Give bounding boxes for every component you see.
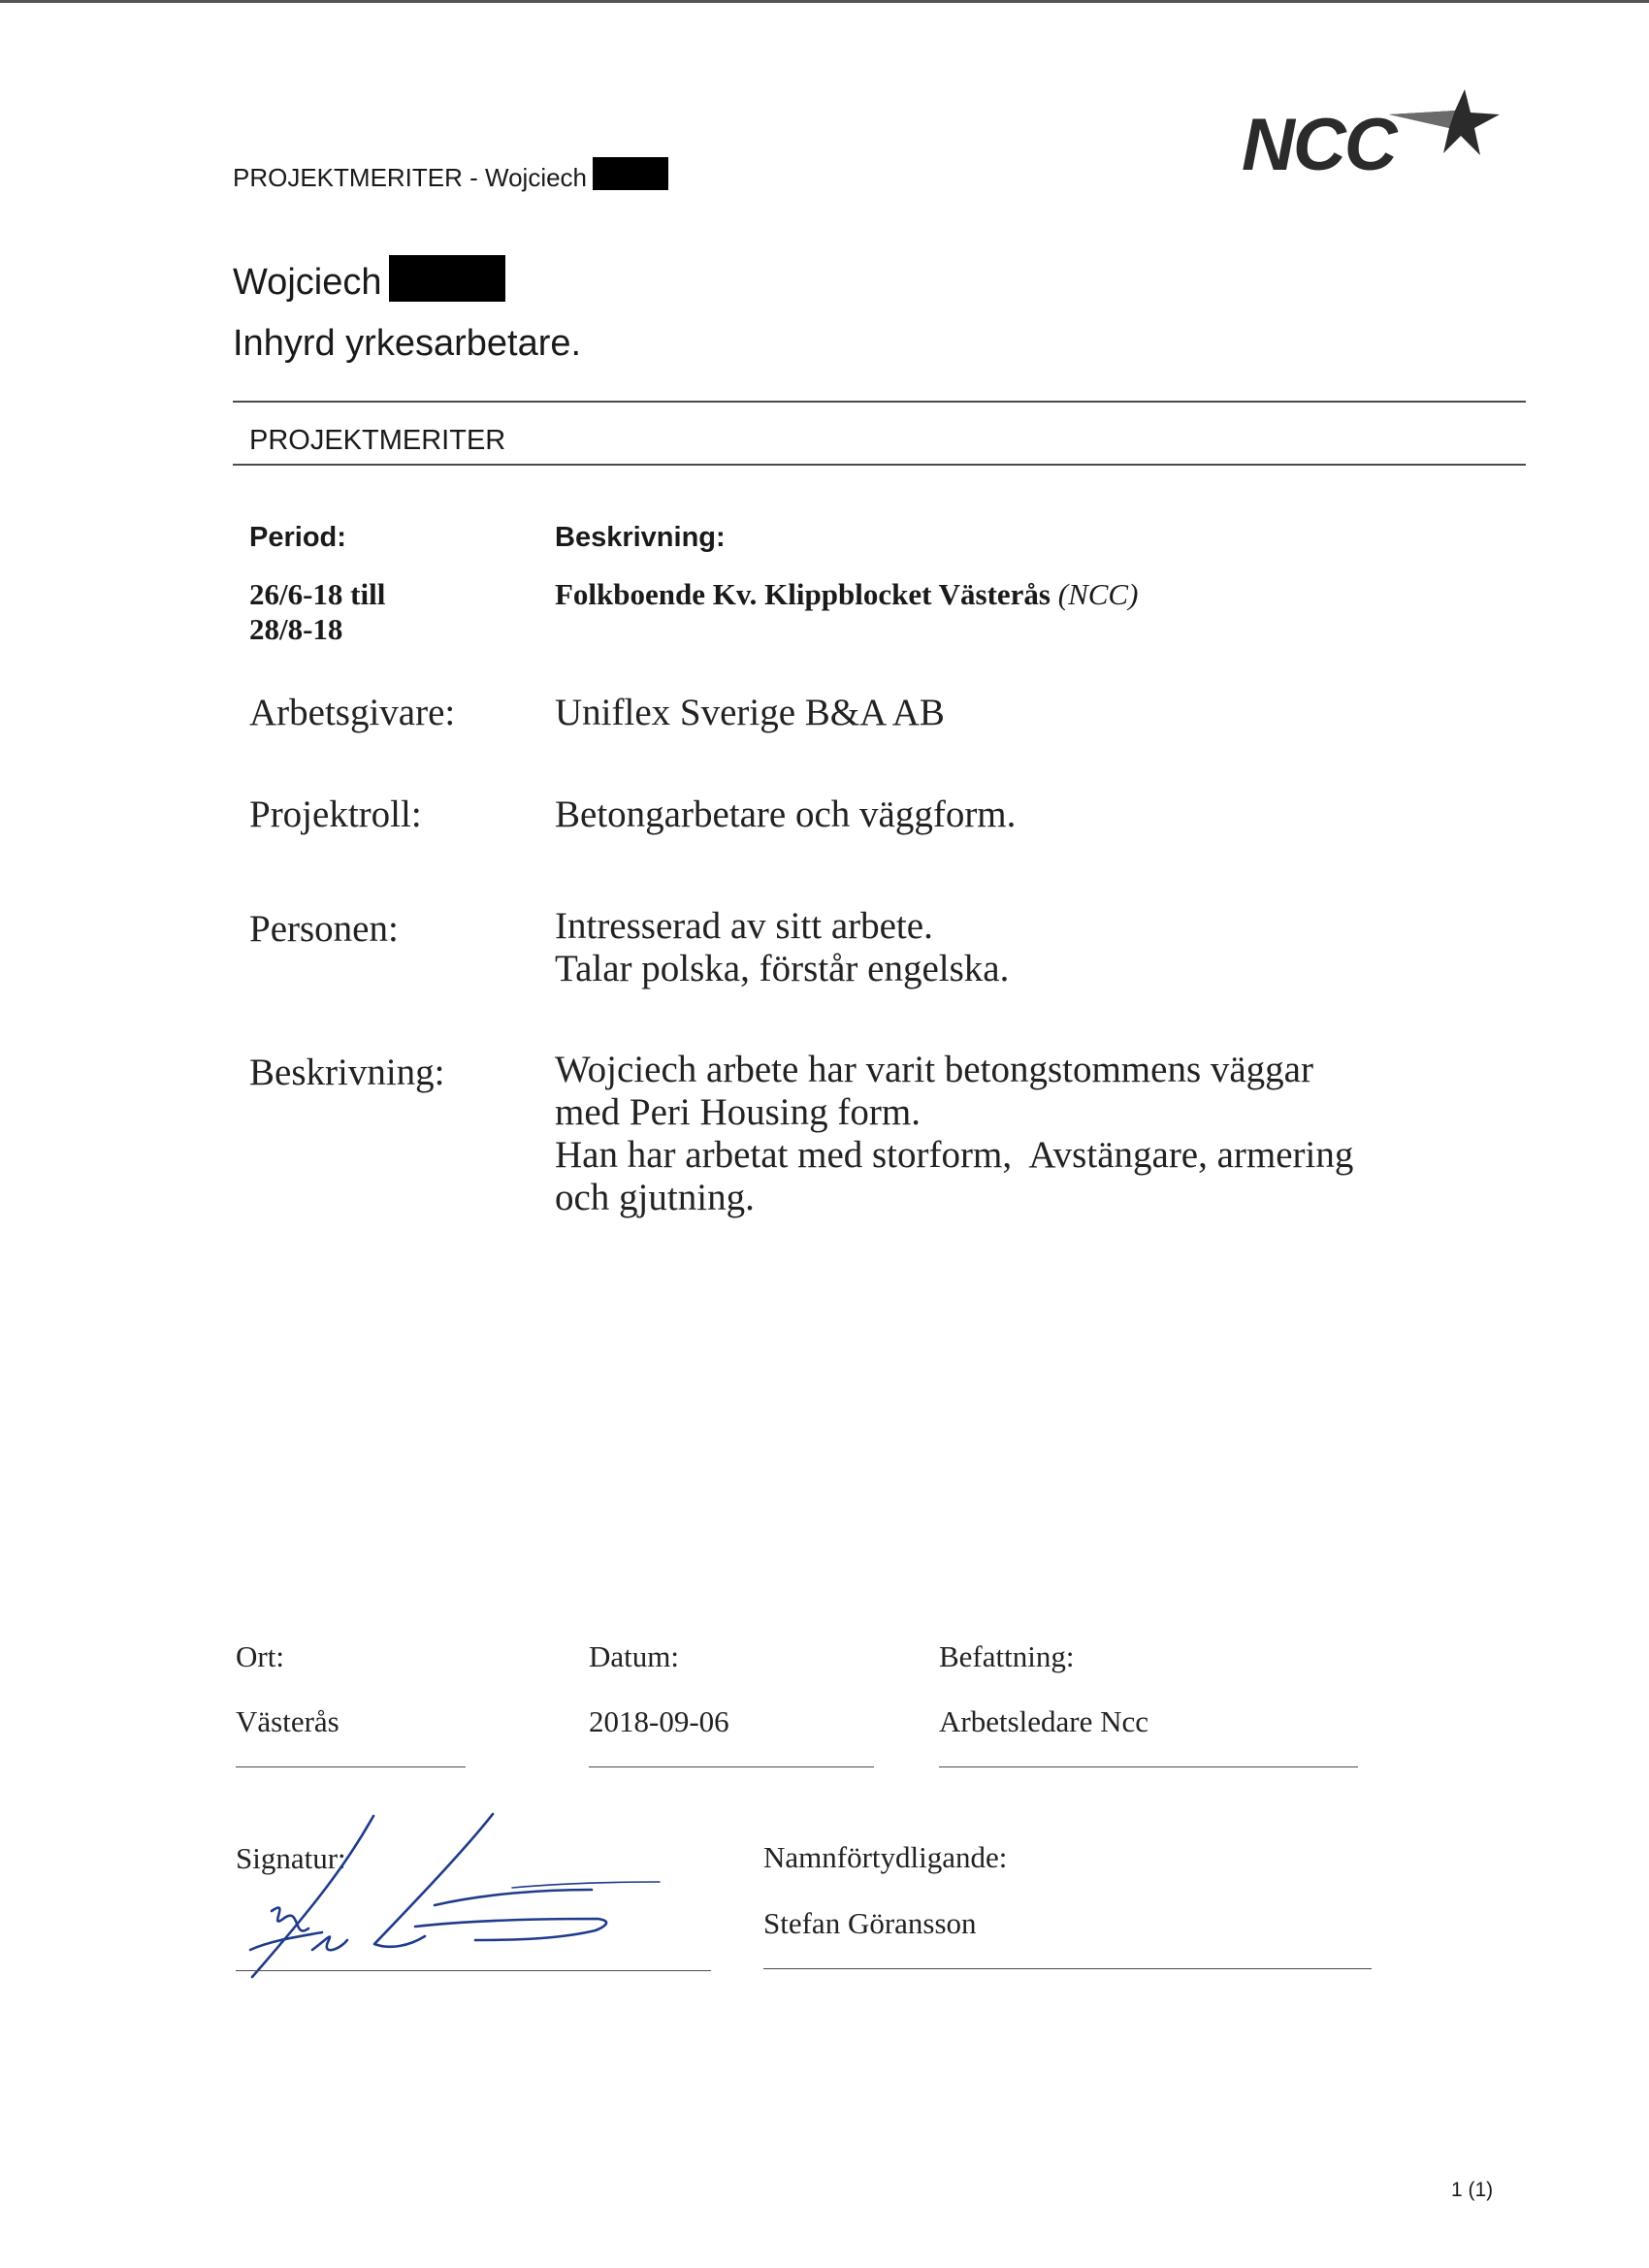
personen-line-1: Intresserad av sitt arbete.	[555, 905, 933, 947]
section-rule-bottom	[233, 464, 1526, 466]
ort-value: Västerås	[236, 1704, 340, 1738]
signatur-underline	[236, 1970, 711, 1971]
befattning-label: Befattning:	[939, 1639, 1075, 1673]
section-rule-top	[233, 401, 1526, 403]
scan-top-border	[0, 0, 1649, 3]
project-description	[555, 577, 1138, 612]
project-name: Folkboende Kv. Klippblocket Västerås	[555, 577, 1051, 611]
beskrivning-label: Beskrivning:	[249, 1052, 445, 1093]
section-title: PROJEKTMERITER	[249, 425, 506, 456]
datum-underline	[589, 1766, 874, 1767]
beskrivning-line-3: Han har arbetat med storform, Avstängare, armering	[555, 1134, 1354, 1176]
namn-value: Stefan Göransson	[763, 1906, 977, 1940]
period-label: Period:	[249, 522, 346, 553]
signatur-label: Signatur:	[236, 1841, 346, 1875]
projektroll-label: Projektroll:	[249, 794, 422, 835]
datum-value: 2018-09-06	[589, 1704, 729, 1738]
project-client: (NCC)	[1057, 577, 1139, 611]
person-first-name: Wojciech	[233, 262, 382, 303]
page-number: 1 (1)	[1451, 2179, 1494, 2201]
beskrivning-header-label: Beskrivning:	[555, 522, 726, 553]
personen-value	[555, 905, 1009, 990]
redacted-surname-header	[593, 157, 668, 190]
namn-label: Namnförtydligande:	[763, 1840, 1008, 1874]
projektroll-value: Betongarbetare och väggform.	[555, 794, 1017, 835]
redacted-surname	[389, 255, 505, 302]
ort-underline	[236, 1766, 466, 1767]
beskrivning-line-2: med Peri Housing form.	[555, 1091, 921, 1133]
ncc-logo	[1242, 85, 1513, 192]
period-line-1: 26/6-18 till	[249, 577, 386, 611]
doc-header-title-text: PROJEKTMERITER - Wojciech	[233, 163, 588, 192]
datum-label: Datum:	[589, 1639, 679, 1673]
befattning-underline	[939, 1766, 1358, 1767]
period-line-2: 28/8-18	[249, 612, 343, 646]
ncc-star-icon	[1387, 85, 1504, 182]
arbetsgivare-value: Uniflex Sverige B&A AB	[555, 692, 945, 733]
beskrivning-value	[555, 1049, 1353, 1219]
handwritten-signature	[233, 1804, 679, 1998]
period-value	[249, 577, 385, 647]
beskrivning-line-1: Wojciech arbete har varit betongstommens väggar	[555, 1049, 1313, 1090]
ort-label: Ort:	[236, 1639, 284, 1673]
ncc-logo-text: NCC	[1242, 104, 1396, 186]
doc-header-title	[233, 157, 668, 193]
beskrivning-line-4: och gjutning.	[555, 1177, 755, 1218]
personen-label: Personen:	[249, 908, 399, 950]
person-role: Inhyrd yrkesarbetare.	[233, 323, 582, 364]
befattning-value: Arbetsledare Ncc	[939, 1704, 1149, 1738]
person-name	[233, 255, 505, 304]
personen-line-2: Talar polska, förstår engelska.	[555, 948, 1010, 989]
namn-underline	[763, 1968, 1372, 1969]
arbetsgivare-label: Arbetsgivare:	[249, 692, 456, 733]
